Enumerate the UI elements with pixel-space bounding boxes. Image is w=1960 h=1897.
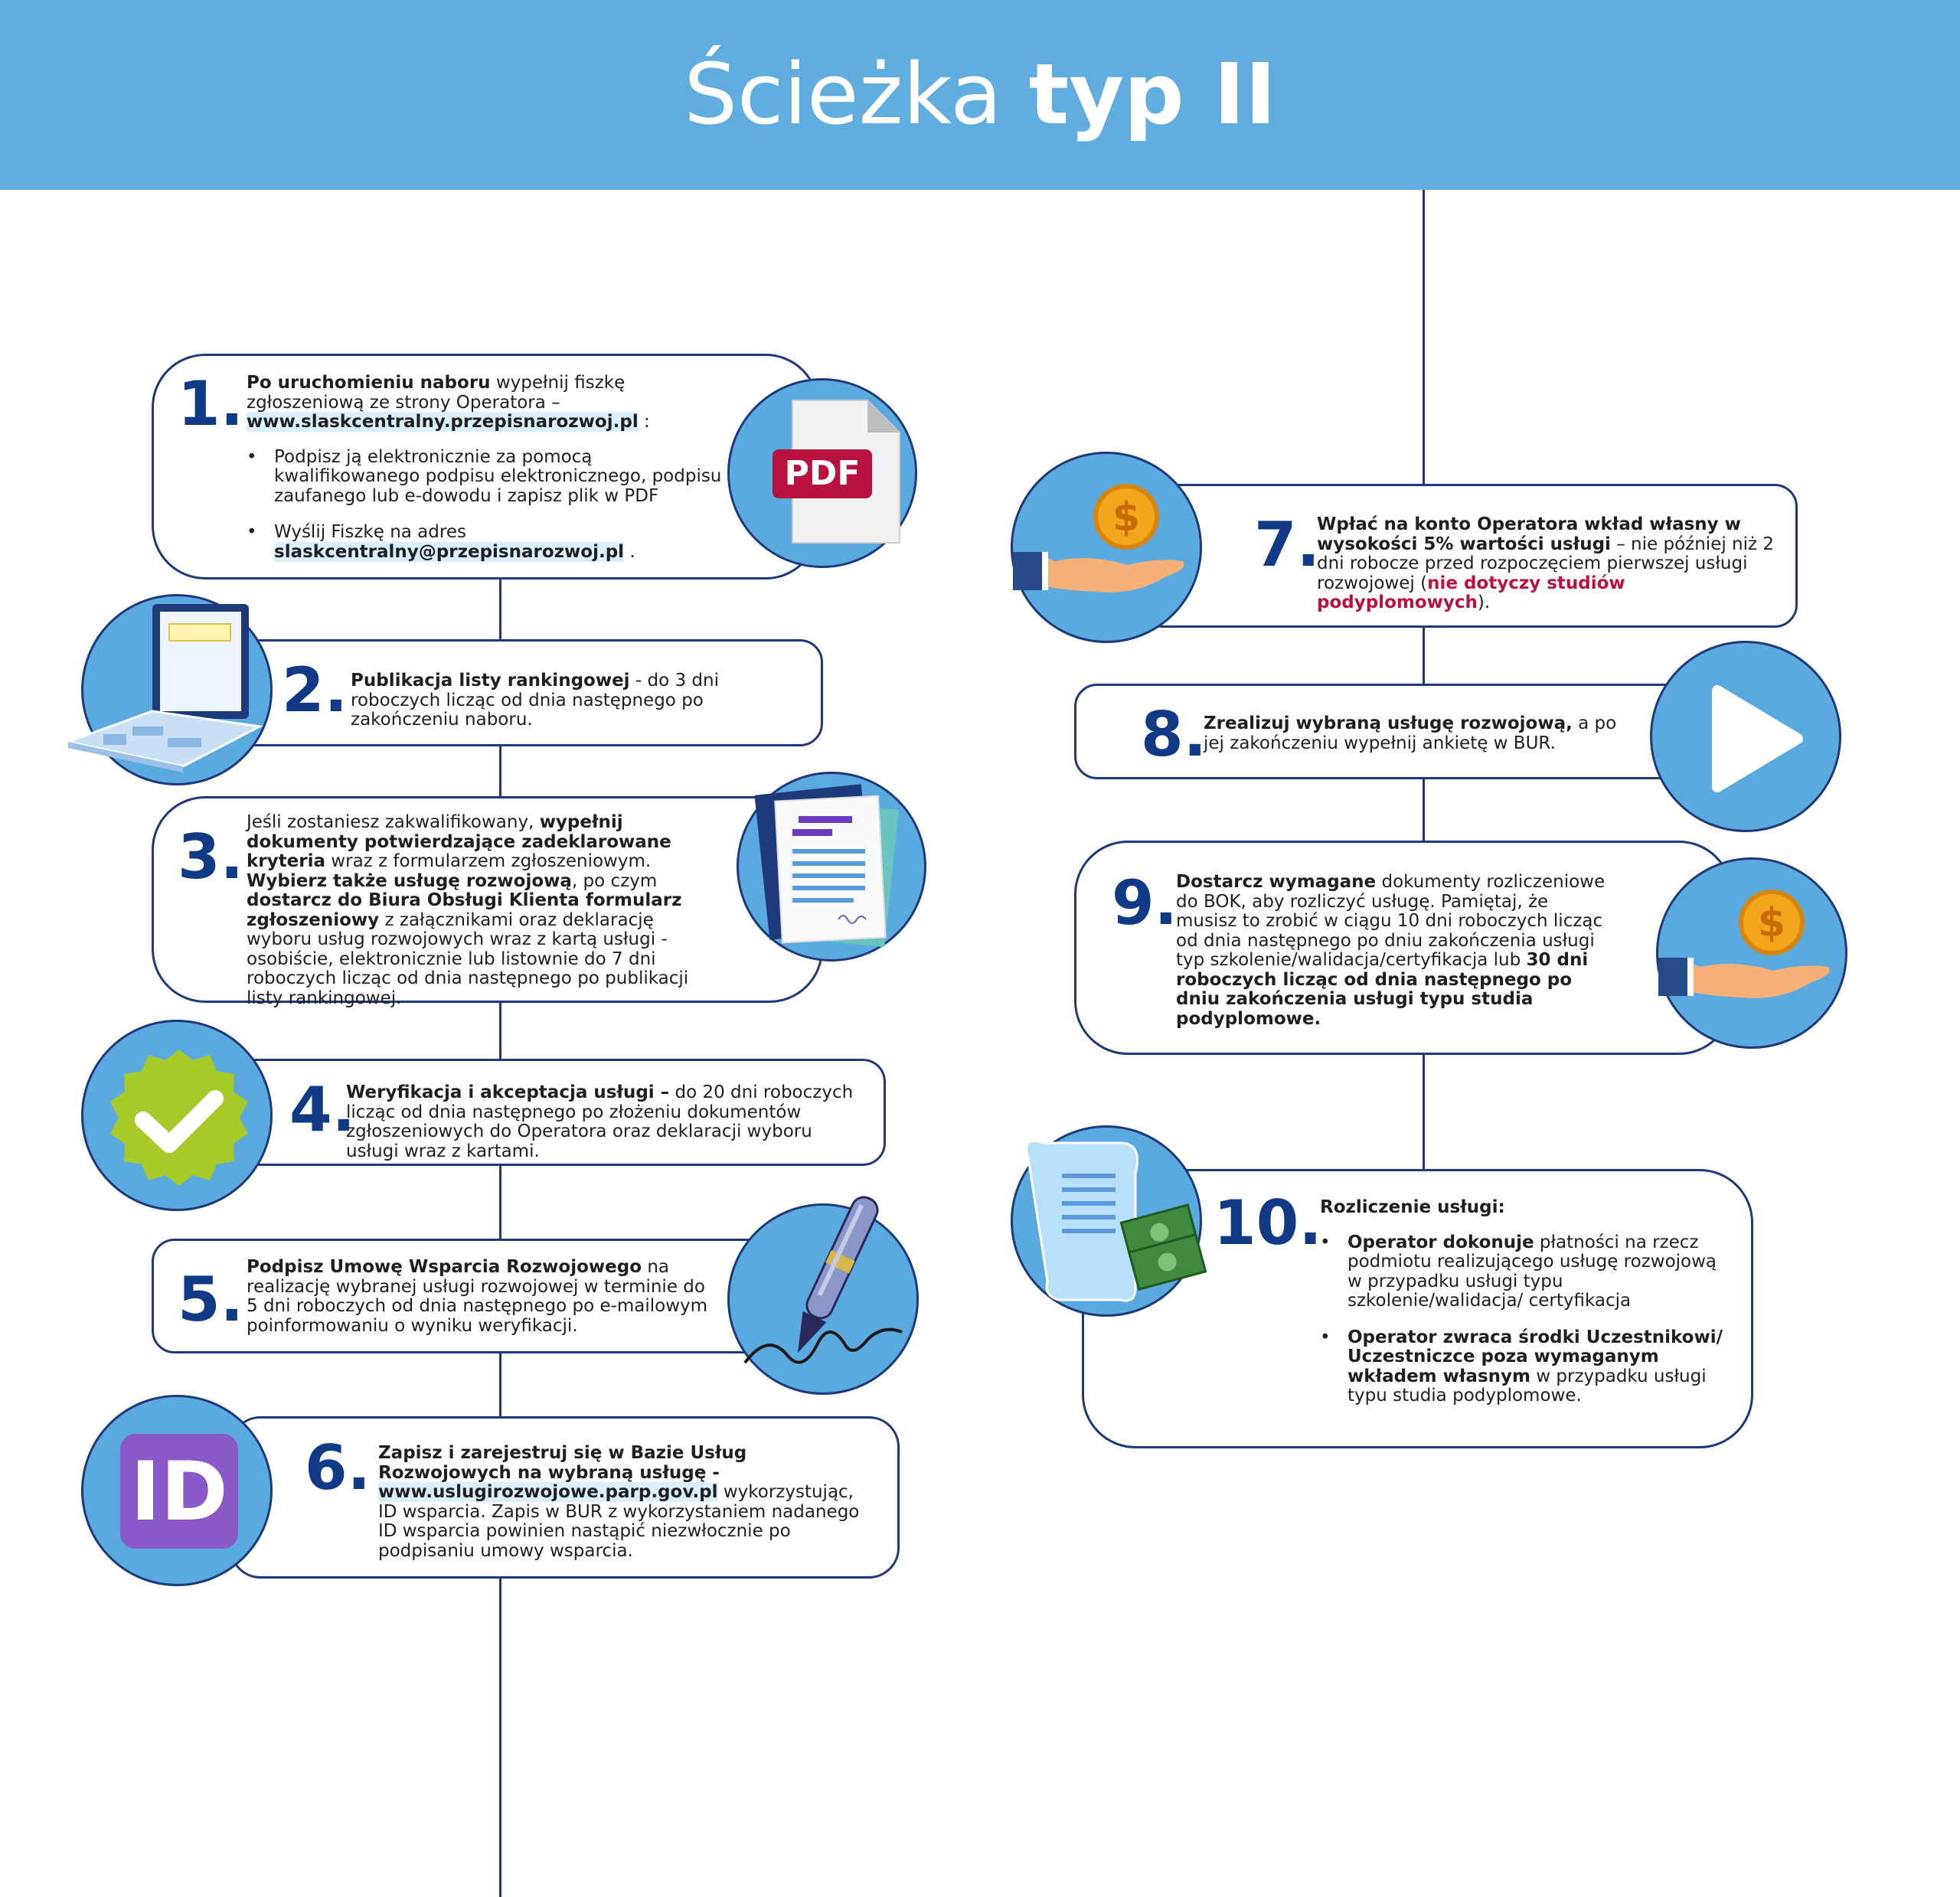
step-8-number: 8. (1141, 699, 1207, 770)
step-1-bullet-send: • Wyślij Fiszkę na adres slaskcentralny@przepisnarozwoj.pl . (274, 523, 737, 562)
step-10-bullet-operator-refunds: • Operator zwraca środki Uczestnikowi/ Uczestniczce poza wymaganym wkładem własnym w przypadku usługi typu studia podyplomowe. (1348, 1328, 1733, 1406)
step-1-text: Po uruchomieniu naboru wypełnij fiszkę zgłoszeniową ze strony Operatora – www.slaskcentralny.przepisnarozwoj.pl : • Podpisz ją elektronicznie za pomocą kwalifikowanego podpisu elektronicznego, podpisu zaufanego lub e-dowodu i zapisz plik w PDF • Wyślij Fiszkę na adres slaskcentralny@przepisnarozwoj.pl . (247, 374, 737, 579)
step-1-number: 1. (178, 368, 244, 439)
svg-text:ID: ID (130, 1445, 228, 1539)
step-6-number: 6. (305, 1432, 371, 1504)
hand-coin-icon-2 (1656, 857, 1847, 1049)
timeline-line-left (499, 578, 501, 1897)
pdf-icon (727, 378, 917, 568)
step-10-text: Rozliczenie usługi: • Operator dokonuje płatności na rzecz podmiotu realizującego usługę rozwojową w przypadku usługi typu szkolenie/walidacja/ certyfikacja • Operator zwraca środki Uczestnikowi/ Uczestniczce poza wymaganym wkładem własnym w przypadku usługi typu studia podyplomowe. (1320, 1198, 1733, 1423)
id-icon (81, 1395, 273, 1586)
step-7-number: 7. (1254, 509, 1321, 580)
step-10-number: 10. (1214, 1187, 1322, 1259)
step-9-number: 9. (1112, 867, 1178, 939)
step-3-text: Jeśli zostaniesz zakwalifikowany, wypełnij dokumenty potwierdzające zadeklarowane kryteria wraz z formularzem zgłoszeniowym. Wybierz także usługę rozwojową, po czym dostarcz do Biura Obsługi Klienta formularz zgłoszeniowy z załącznikami oraz deklarację wyboru usług rozwojowych wraz z kartą usługi - osobiście, elektronicznie lub listownie do 7 dni roboczych licząc od dnia następnego po publikacji listy rankingowej. (247, 812, 689, 1008)
step-1-bullet-sign: • Podpisz ją elektronicznie za pomocą kwalifikowanego podpisu elektronicznego, podpisu zaufanego lub e-dowodu i zapisz plik w PDF (274, 448, 737, 507)
laptop-icon (81, 594, 273, 785)
documents-icon (737, 772, 926, 962)
hand-coin-icon (1011, 452, 1202, 643)
step-4-number: 4. (289, 1074, 356, 1145)
page-title: Ścieżka typ II (684, 45, 1276, 143)
step-5-text: Podpisz Umowę Wsparcia Rozwojowego na realizację wybranej usługi rozwojowej w terminie do 5 dni roboczych od dnia następnego po e-mailowym poinformowaniu o wyniku weryfikacji. (247, 1257, 708, 1336)
checkmark-badge-icon (81, 1020, 273, 1211)
play-icon (1650, 641, 1841, 832)
receipt-money-icon (1011, 1125, 1202, 1317)
svg-text:$: $ (1757, 900, 1786, 946)
step-3-number: 3. (178, 821, 244, 893)
step-5-number: 5. (178, 1264, 244, 1335)
step-2-text: Publikacja listy rankingowej - do 3 dni roboczych licząc od dnia następnego po zakończeniu naboru. (351, 671, 719, 730)
step-2-number: 2. (282, 655, 348, 726)
svg-text:$: $ (1112, 495, 1141, 540)
pen-signature-icon (727, 1203, 919, 1395)
step-9-text: Dostarcz wymagane dokumenty rozliczeniowe do BOK, aby rozliczyć usługę. Pamiętaj, że musisz to zrobić w ciągu 10 dni roboczych licząc od dnia następnego po dniu zakończenia usługi typ szkolenie/walidacja/certyfikacja lub 30 dni roboczych licząc od dnia następnego po dniu zakończenia usługi typu studia podyplomowe. (1176, 872, 1606, 1029)
step-7-text: Wpłać na konto Operatora wkład własny w wysokości 5% wartości usługi – nie później niż 2 dni robocze przed rozpoczęciem pierwszej usługi rozwojowej (nie dotyczy studiów podyplomowych). (1317, 514, 1775, 612)
svg-text:PDF: PDF (784, 454, 861, 493)
step-6-text: Zapisz i zarejestruj się w Bazie Usług Rozwojowych na wybraną usługę - www.uslugirozwojowe.parp.gov.pl wykorzystując, ID wsparcia. Zapis w BUR z wykorzystaniem nadanego ID wsparcia powinien nastąpić niezwłocznie po podpisaniu umowy wsparcia. (378, 1443, 860, 1561)
step-10-bullet-operator-pays: • Operator dokonuje płatności na rzecz podmiotu realizującego usługę rozwojową w przypadku usługi typu szkolenie/walidacja/ certyfikacja (1348, 1233, 1733, 1311)
step-4-text: Weryfikacja i akceptacja usługi – do 20 dni roboczych licząc od dnia następnego po złożeniu dokumentów zgłoszeniowych do Operatora oraz deklaracji wyboru usługi wraz z kartami. (346, 1082, 854, 1161)
step-8-text: Zrealizuj wybraną usługę rozwojową, a po jej zakończeniu wypełnij ankietę w BUR. (1204, 713, 1617, 753)
